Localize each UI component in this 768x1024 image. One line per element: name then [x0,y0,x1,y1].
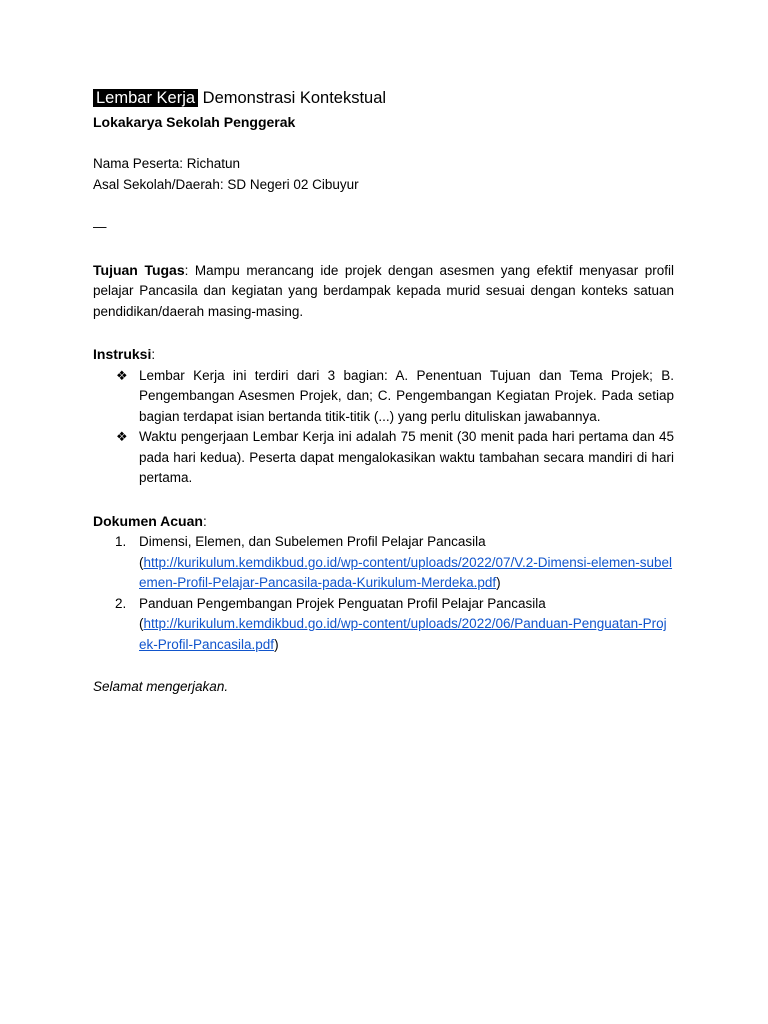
reference-title: Dimensi, Elemen, dan Subelemen Profil Pelajar Pancasila [139,534,486,549]
instruction-text: Waktu pengerjaan Lembar Kerja ini adalah 75 menit (30 menit pada hari pertama dan 45 pada hari kedua). Peserta dapat mengalokasikan waktu tambahan secara mandiri di hari pertama. [139,429,674,485]
diamond-bullet-icon: ❖ [116,367,128,383]
objective-paragraph [93,260,674,323]
references-colon: : [202,513,207,529]
closing-text: Selamat mengerjakan. [93,679,229,694]
reference-close-paren: ) [274,636,279,652]
reference-title: Panduan Pengembangan Projek Penguatan Profil Pelajar Pancasila [139,595,546,611]
reference-link[interactable]: http://kurikulum.kemdikbud.go.id/wp-content/uploads/2022/07/V.2-Dimensi-elemen-subelemen-Profil-Pelajar-Pancasila-pada-Kurikulum-Merdeka.pdf [139,554,673,590]
participant-name: Nama Peserta: Richatun [93,156,241,171]
instruction-text: Lembar Kerja ini terdiri dari 3 bagian: A. Penentuan Tujuan dan Tema Projek; B. Pengembangan Asesmen Projek, dan; C. Pengembangan Kegiatan Projek. Pada setiap bagian terdapat isian bertanda titik-titik (...) yang perlu dituliskan jawabannya. [139,367,674,424]
title-highlight: Lembar Kerja [93,89,198,107]
reference-close-paren: ) [496,575,501,590]
reference-number: 2. [115,595,127,611]
title-rest: Demonstrasi Kontekstual [202,89,387,107]
references-label: Dokumen Acuan [93,512,203,529]
reference-link[interactable]: http://kurikulum.kemdikbud.go.id/wp-content/uploads/2022/06/Panduan-Penguatan-Projek-Profil-Pancasila.pdf [139,616,667,652]
instructions-colon: : [151,347,156,362]
instruction-item [93,366,674,428]
objective-label: Tujuan Tugas [93,261,185,278]
document-title [93,86,674,110]
instruction-item [93,427,674,489]
reference-open-paren: ( [139,616,144,631]
instructions-list [93,366,674,489]
document-content [93,86,674,698]
participant-school: Asal Sekolah/Daerah: SD Negeri 02 Cibuyur [93,176,359,192]
objective-colon: : [184,262,189,278]
references-heading [93,511,674,533]
reference-item [93,532,674,594]
reference-number: 1. [115,534,127,549]
document-subtitle: Lokakarya Sekolah Penggerak [93,114,296,130]
objective-text: Mampu merancang ide projek dengan asesmen yang efektif menyasar profil pelajar Pancasila dan kegiatan yang berdampak kepada murid sesuai dengan konteks satuan pendidikan/daerah masing-masing. [93,262,675,319]
reference-open-paren: ( [139,554,144,570]
reference-item [93,594,674,656]
participant-info [93,154,674,195]
references-list [93,532,674,655]
separator-dash: — [93,219,107,234]
diamond-bullet-icon: ❖ [116,429,128,444]
instructions-heading [93,344,674,366]
instructions-label: Instruksi [93,346,152,362]
